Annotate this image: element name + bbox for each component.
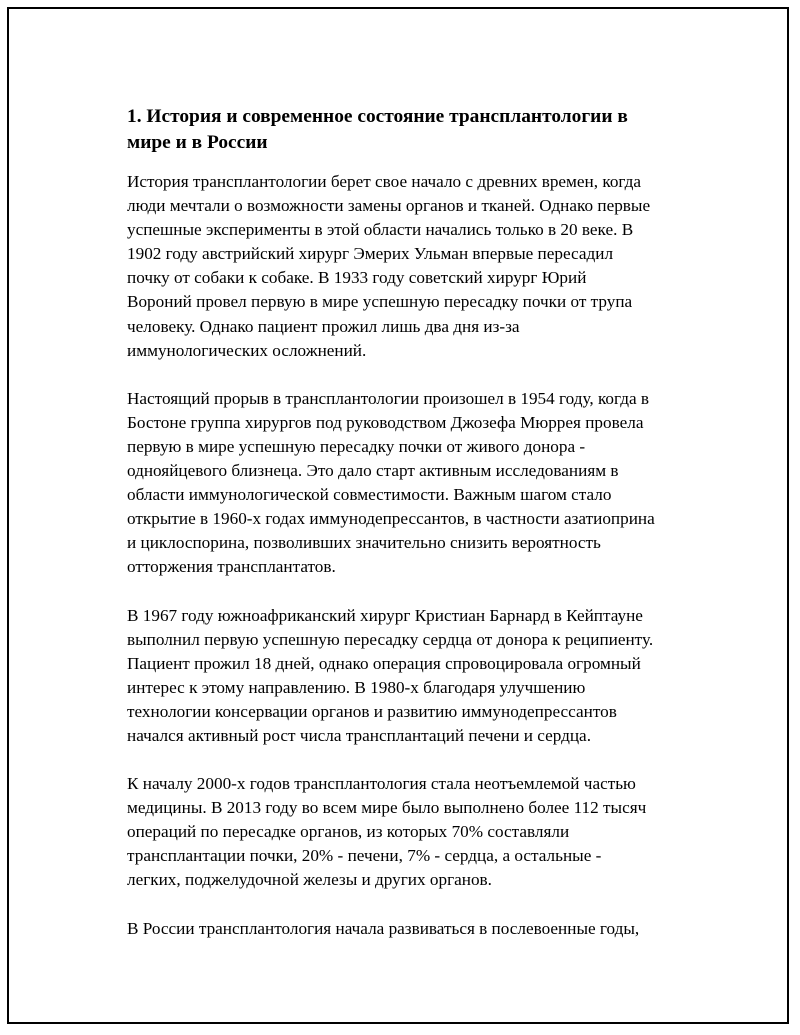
text-line: выполнил первую успешную пересадку сердца от донора к реципиенту. bbox=[127, 629, 654, 649]
text-line: технологии консервации органов и развитию иммунодепрессантов bbox=[127, 701, 617, 721]
text-line: Пациент прожил 18 дней, однако операция спровоцировала огромный bbox=[127, 653, 641, 673]
text-line: Вороний провел первую в мире успешную пересадку почки от трупа bbox=[127, 292, 633, 312]
text-line: человеку. Однако пациент прожил лишь два дня из-за bbox=[127, 316, 520, 336]
text-line: медицины. В 2013 году во всем мире было выполнено более 112 тысяч bbox=[127, 798, 647, 818]
heading-line: мире и в России bbox=[127, 132, 268, 153]
text-line: первую в мире успешную пересадку почки от живого донора - bbox=[127, 436, 586, 456]
text-line: История трансплантологии берет свое начало с древних времен, когда bbox=[127, 172, 641, 191]
paragraph-history-origins bbox=[127, 170, 702, 363]
text-line: иммунологических осложнений. bbox=[127, 340, 367, 360]
document-body bbox=[127, 104, 702, 965]
text-line: интерес к этому направлению. В 1980-х благодаря улучшению bbox=[127, 677, 586, 697]
text-line: 1902 году австрийский хирург Эмерих Ульман впервые пересадил bbox=[127, 244, 614, 264]
section-heading bbox=[127, 104, 702, 156]
text-line: почку от собаки к собаке. В 1933 году советский хирург Юрий bbox=[127, 268, 587, 288]
text-line: Настоящий прорыв в трансплантологии произошел в 1954 году, когда в bbox=[127, 388, 650, 408]
text-line: успешные эксперименты в этой области начались только в 20 веке. В bbox=[127, 220, 634, 240]
paragraph-breakthrough-1954 bbox=[127, 387, 702, 580]
text-line: области иммунологической совместимости. Важным шагом стало bbox=[127, 485, 612, 505]
text-line: Бостоне группа хирургов под руководством Джозефа Мюррея провела bbox=[127, 412, 644, 432]
text-line: В России трансплантология начала развиваться в послевоенные годы, bbox=[127, 918, 640, 938]
text-line: К началу 2000-х годов трансплантология стала неотъемлемой частью bbox=[127, 774, 636, 794]
page-frame bbox=[7, 7, 789, 1024]
paragraph-heart-transplant-1967 bbox=[127, 604, 702, 749]
text-line: и циклоспорина, позволивших значительно снизить вероятность bbox=[127, 533, 601, 553]
text-line: начался активный рост числа трансплантаций печени и сердца. bbox=[127, 725, 591, 745]
text-line: легких, поджелудочной железы и других органов. bbox=[127, 870, 492, 890]
paragraph-2000s-statistics bbox=[127, 772, 702, 892]
heading-line: 1. История и современное состояние трансплантологии в bbox=[127, 106, 628, 127]
text-line: операций по пересадке органов, из которых 70% составляли bbox=[127, 822, 570, 842]
text-line: В 1967 году южноафриканский хирург Кристиан Барнард в Кейптауне bbox=[127, 605, 643, 625]
text-line: отторжения трансплантатов. bbox=[127, 557, 336, 577]
text-line: однояйцевого близнеца. Это дало старт активным исследованиям в bbox=[127, 461, 619, 481]
text-line: люди мечтали о возможности замены органов и тканей. Однако первые bbox=[127, 196, 651, 216]
text-line: открытие в 1960-х годах иммунодепрессантов, в частности азатиоприна bbox=[127, 509, 655, 529]
text-line: трансплантации почки, 20% - печени, 7% - сердца, а остальные - bbox=[127, 846, 602, 866]
paragraph-russia bbox=[127, 917, 702, 941]
